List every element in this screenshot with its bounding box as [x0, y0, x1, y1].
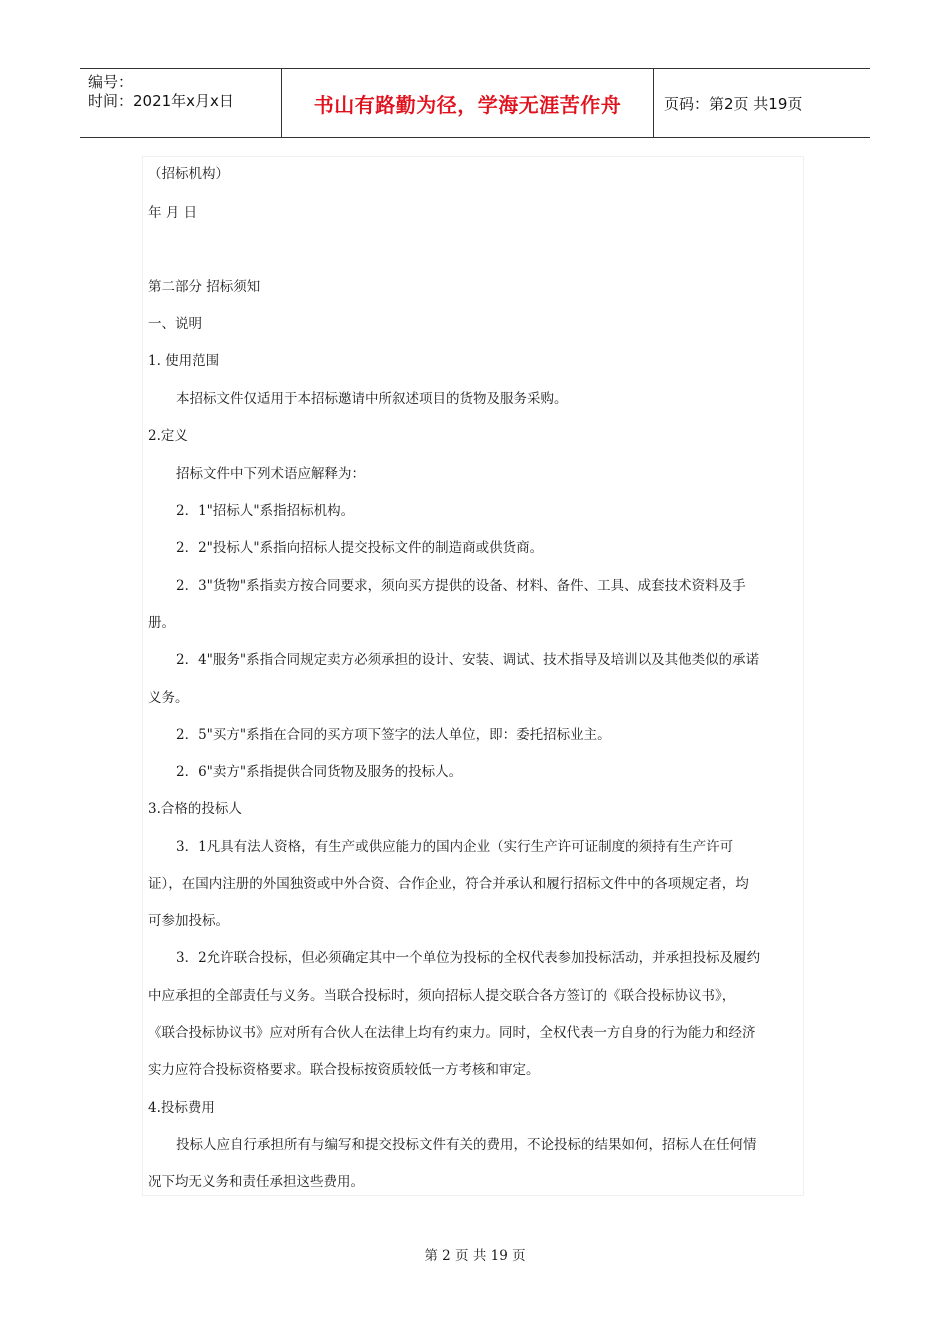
item-heading: 2.定义 — [148, 428, 188, 444]
number-label: 编号： — [88, 73, 134, 91]
body-line: 义务。 — [148, 690, 189, 706]
body-line: 中应承担的全部责任与义务。当联合投标时，须向招标人提交联合各方签订的《联合投标协议书》， — [148, 988, 736, 1004]
time-label: 时间：2021年x月x日 — [88, 92, 234, 110]
body-line: 册。 — [148, 615, 175, 631]
body-line: 况下均无义务和责任承担这些费用。 — [148, 1174, 364, 1190]
body-line: 3．2允许联合投标，但必须确定其中一个单位为投标的全权代表参加投标活动，并承担投标及履约 — [176, 950, 761, 966]
page-footer: 第 2 页 共 19 页 — [424, 1248, 526, 1264]
body-line: 《联合投标协议书》应对所有合伙人在法律上均有约束力。同时，全权代表一方自身的行为能力和经济 — [148, 1025, 756, 1041]
body-line: 2．5"买方"系指在合同的买方项下签字的法人单位，即：委托招标业主。 — [176, 727, 611, 743]
body-line: 2．1"招标人"系指招标机构。 — [176, 503, 355, 519]
body-line: 可参加投标。 — [148, 913, 229, 929]
subsection-heading: 一、说明 — [148, 316, 202, 332]
body-line: 3．1凡具有法人资格，有生产或供应能力的国内企业（实行生产许可证制度的须持有生产许可 — [176, 839, 734, 855]
motto-text: 书山有路勤为径，学海无涯苦作舟 — [313, 92, 622, 117]
item-heading: 3.合格的投标人 — [148, 801, 242, 817]
body-line: 实力应符合投标资格要求。联合投标按资质较低一方考核和审定。 — [148, 1062, 540, 1078]
body-line: 投标人应自行承担所有与编写和提交投标文件有关的费用，不论投标的结果如何，招标人在任何情 — [176, 1137, 757, 1153]
body-line: 证），在国内注册的外国独资或中外合资、合作企业，符合并承认和履行招标文件中的各项规定者，均 — [148, 876, 749, 892]
body-line: 2．4"服务"系指合同规定卖方必须承担的设计、安装、调试、技术指导及培训以及其他类似的承诺 — [176, 652, 760, 668]
header-table — [80, 68, 870, 138]
body-line: 本招标文件仅适用于本招标邀请中所叙述项目的货物及服务采购。 — [176, 391, 568, 407]
header-meta-cell — [80, 69, 282, 137]
page-info: 页码：第2页 共19页 — [664, 94, 803, 113]
item-heading: 4.投标费用 — [148, 1100, 215, 1116]
body-line: 2．3"货物"系指卖方按合同要求，须向买方提供的设备、材料、备件、工具、成套技术资料及手 — [176, 578, 746, 594]
body-line: 招标文件中下列术语应解释为： — [176, 466, 365, 482]
section-heading: 第二部分 招标须知 — [148, 279, 261, 295]
body-line: 2．6"卖方"系指提供合同货物及服务的投标人。 — [176, 764, 463, 780]
body-line: 年 月 日 — [148, 205, 198, 221]
item-heading: 1. 使用范围 — [148, 353, 220, 369]
body-line: （招标机构） — [148, 166, 229, 182]
header-motto-cell — [282, 69, 654, 137]
header-page-cell — [654, 69, 870, 137]
body-line: 2．2"投标人"系指向招标人提交投标文件的制造商或供货商。 — [176, 540, 544, 556]
